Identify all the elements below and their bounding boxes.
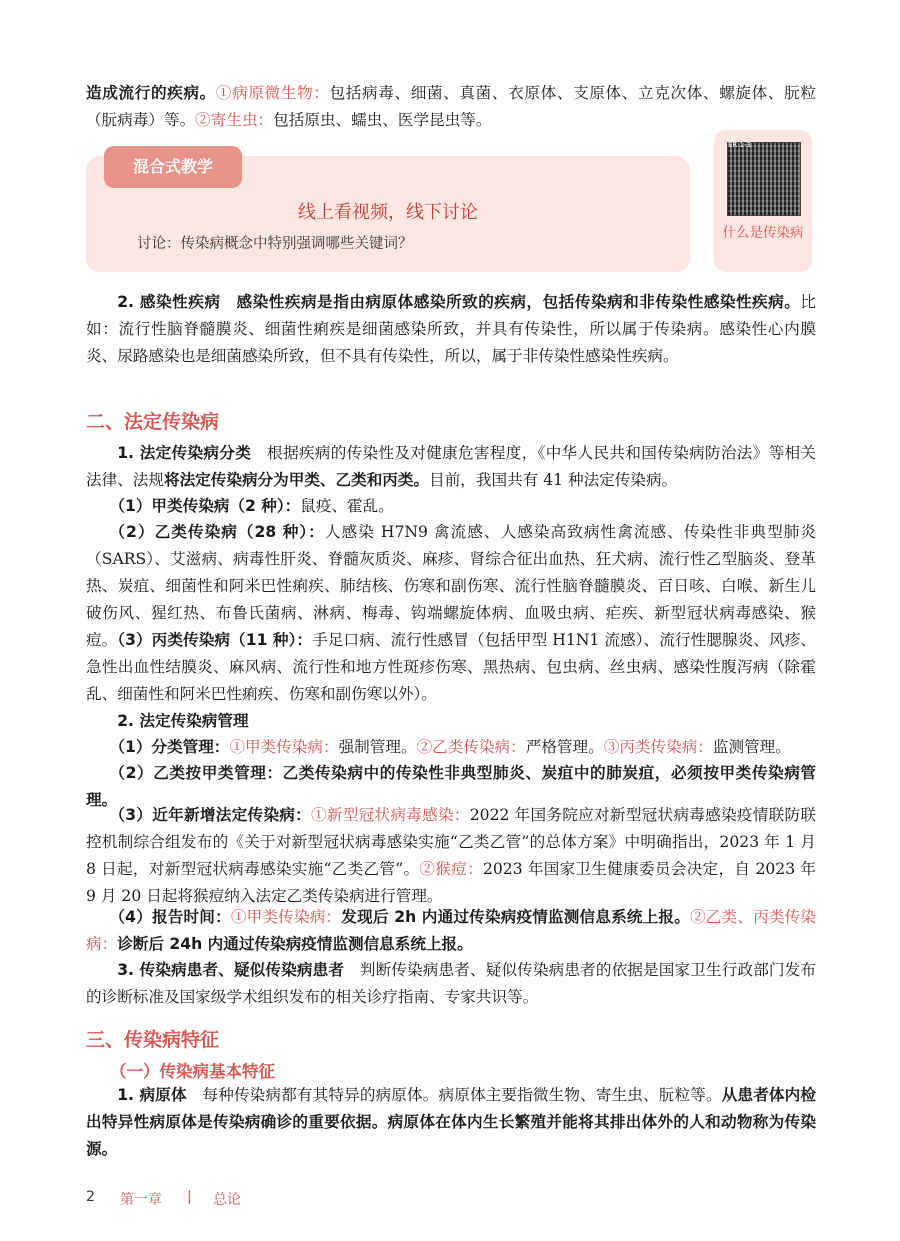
highlight-term: ②乙类、丙类传染病： [86, 908, 816, 953]
text-run: （1）甲类传染病（2 种）： [109, 497, 301, 515]
paragraph-pathogen-types [86, 80, 816, 134]
text-run: （4）报告时间： [109, 908, 231, 926]
text-run: 监测管理。 [712, 738, 791, 756]
footer-section: 总论 [213, 1192, 241, 1208]
section-heading-notifiable: 二、法定传染病 [86, 411, 220, 433]
paragraph-pathogen [86, 1082, 816, 1163]
highlight-term: ①新型冠状病毒感染： [311, 806, 470, 824]
text-run: 将法定传染病分为甲类、乙类和丙类。 [163, 471, 430, 489]
text-run: 严格管理。 [525, 738, 604, 756]
paragraph-class-a [86, 493, 816, 520]
highlight-term: ③丙类传染病： [603, 738, 713, 756]
paragraph-classification [86, 440, 816, 494]
highlight-term: ②乙类传染病： [416, 738, 526, 756]
qr-label: 什么是传染病 [722, 225, 804, 241]
text-run: 根据疾病的传染性及对健康危害程度，《中华人民共和国传染病防治法》等相关法律、法规 [86, 444, 817, 489]
text-run: 诊断后 24h 内通过传染病疫情监测信息系统上报。 [117, 935, 473, 953]
paragraph-report-time [86, 904, 816, 958]
highlight-term: ①病原微生物： [215, 84, 330, 102]
blended-teaching-tab: 混合式教学 [104, 146, 242, 188]
blended-teaching-title: 线上看视频，线下讨论 [298, 202, 478, 223]
paragraph-category-management [86, 734, 816, 761]
text-run: 人感染 H7N9 禽流感、人感染高致病性禽流感、传染性非典型肺炎（SARS）、艾滋病、病毒性肝炎、脊髓灰质炎、麻疹、肾综合征出血热、狂犬病、流行性乙型脑炎、登革热、炭疽、细菌性和阿米巴性痢疾、肺结核、伤寒和副伤寒、流行性脑脊髓膜炎、百日咳、白喉、新生儿破伤风、猩红热、布鲁氏菌病、淋病、梅毒、钩端螺旋体病、血吸虫病、疟疾、新型冠状病毒感染、猴痘。 [86, 523, 816, 649]
footer-chapter: 第一章 [120, 1192, 162, 1208]
text-run: 包括病毒、细菌、真菌、衣原体、支原体、立克次体、螺旋体、朊粒（朊病毒）等。 [86, 84, 816, 129]
text-run: （1）分类管理： [109, 738, 230, 756]
page-number: 2 [86, 1189, 95, 1205]
text-run: 判断传染病患者、疑似传染病患者的依据是国家卫生行政部门发布的诊断标准及国家级学术组织发布的相关诊疗指南、专家共识等。 [86, 961, 816, 1006]
highlight-term: ②寄生虫： [195, 111, 274, 129]
text-run: 强制管理。 [338, 738, 417, 756]
text-run: 比如：流行性脑脊髓膜炎、细菌性痢疾是细菌感染所致，并具有传染性，所以属于传染病。感染性心内膜炎、尿路感染也是细菌感染所致，但不具有传染性，所以，属于非传染性感染性疾病。 [86, 293, 816, 365]
text-run: （3）丙类传染病（11 种）： [109, 631, 313, 649]
highlight-term: ①甲类传染病： [230, 908, 342, 926]
paragraph-patients [86, 957, 816, 1011]
discussion-question: 讨论：传染病概念中特别强调哪些关键词？ [137, 236, 413, 252]
highlight-term: ①甲类传染病： [229, 738, 339, 756]
text-run: 目前，我国共有 41 种法定传染病。 [429, 471, 678, 489]
footer-separator: | [187, 1189, 192, 1205]
paragraph-infectious-disease [86, 289, 816, 370]
text-run: （3）近年新增法定传染病： [109, 806, 311, 824]
text-run: 包括原虫、蠕虫、医学昆虫等。 [273, 111, 492, 129]
section-heading-characteristics: 三、传染病特征 [86, 1029, 220, 1051]
text-run: 从患者体内检出特异性病原体是传染病确诊的重要依据。病原体在体内生长繁殖并能将其排出体外的人和动物称为传染源。 [86, 1086, 816, 1158]
text-run: 鼠疫、霍乱。 [300, 497, 394, 515]
text-run: 1. 病原体 [117, 1086, 187, 1104]
paragraph-new-diseases [86, 802, 816, 910]
qr-code-id: ER 1-3 [728, 141, 751, 149]
text-run: 手足口病、流行性感冒（包括甲型 H1N1 流感）、流行性腮腺炎、风疹、急性出血性结膜炎、麻风病、流行性和地方性斑疹伤寒、黑热病、包虫病、丝虫病、感染性腹泻病（除霍乱、细菌性和阿米巴性痢疾、伤寒和副伤寒以外）。 [86, 631, 816, 703]
text-run: 2023 年国家卫生健康委员会决定，自 2023 年 9 月 20 日起将猴痘纳入法定乙类传染病进行管理。 [86, 860, 816, 905]
text-run: 发现后 2h 内通过传染病疫情监测信息系统上报。 [341, 908, 690, 926]
text-run: （2）乙类传染病（28 种）： [109, 523, 325, 541]
subsection-heading-basic: （一）传染病基本特征 [110, 1062, 275, 1081]
subheading-management: 2. 法定传染病管理 [117, 712, 249, 730]
paragraph-class-c [86, 627, 816, 708]
text-run: 3. 传染病患者、疑似传染病患者 [117, 961, 345, 979]
text-run: 2. 感染性疾病 感染性疾病是指由病原体感染所致的疾病，包括传染病和非传染性感染性疾病。 [117, 293, 801, 311]
text-run: 2022 年国务院应对新型冠状病毒感染疫情联防联控机制综合组发布的《关于对新型冠状病毒感染实施“乙类乙管”的总体方案》中明确指出，2023 年 1 月 8 日起，对新型冠状病毒感染实施“乙类乙管”。 [86, 806, 816, 878]
text-run: 1. 法定传染病分类 [117, 444, 252, 462]
qr-code-image[interactable] [727, 142, 801, 216]
paragraph-b-as-a: （2）乙类按甲类管理：乙类传染病中的传染性非典型肺炎、炭疽中的肺炭疽，必须按甲类传染病管理。 [86, 764, 816, 809]
text-run: 造成流行的疾病。 [86, 84, 216, 102]
text-run: 每种传染病都有其特异的病原体。病原体主要指微生物、寄生虫、朊粒等。 [186, 1086, 722, 1104]
highlight-term: ②猴痘： [419, 860, 483, 878]
